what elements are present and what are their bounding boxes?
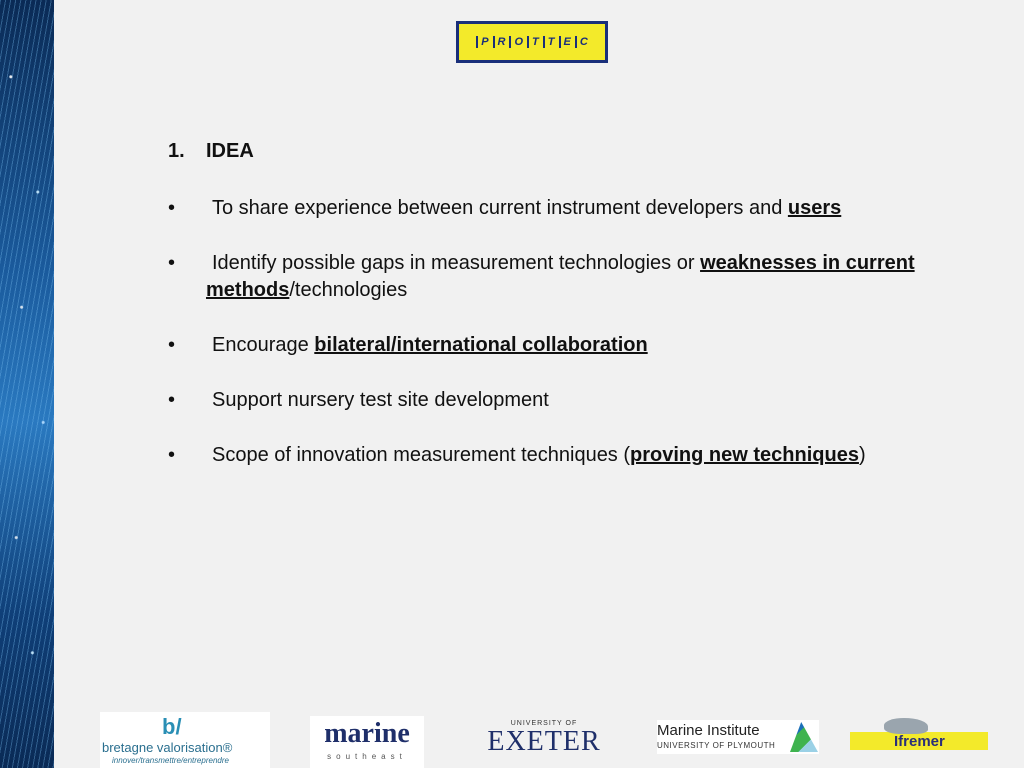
bv-tagline: innover/transmettre/entreprendre — [112, 756, 229, 765]
bullet-text: Encourage — [212, 334, 315, 356]
heading-number: 1. — [168, 140, 185, 162]
bullet-item — [168, 250, 968, 304]
slide-content — [168, 140, 968, 497]
bullet-item — [168, 195, 968, 222]
bullet-tail: ) — [858, 444, 866, 466]
bretagne-valorisation-logo — [100, 712, 270, 768]
ms-sub: southeast — [327, 752, 407, 761]
logo-letter: P — [476, 36, 488, 48]
logo-letter: O — [509, 36, 523, 48]
mi-name: Marine Institute — [657, 722, 760, 739]
exeter-uni: UNIVERSITY OF — [510, 720, 578, 727]
section-heading — [168, 140, 968, 163]
marine-southeast-logo — [310, 716, 424, 768]
bullet-emphasis: proving new techniques — [630, 444, 859, 466]
bullet-icon: • — [168, 389, 176, 411]
bullet-icon: • — [168, 197, 176, 219]
bullet-icon: • — [168, 444, 176, 466]
bullet-icon: • — [168, 334, 176, 356]
partner-logos — [0, 712, 1024, 768]
bullet-item — [168, 332, 968, 359]
decorative-fiber-optic-strip — [0, 0, 54, 768]
ifremer-logo — [850, 732, 988, 750]
bullet-emphasis: bilateral/international collaboration — [314, 334, 648, 356]
bullet-tail: /technologies — [289, 279, 408, 301]
ifremer-name: Ifremer — [894, 733, 945, 750]
wave-icon — [790, 722, 818, 752]
bullet-item — [168, 442, 968, 469]
marine-institute-logo — [657, 720, 819, 754]
logo-letter: C — [575, 36, 588, 48]
logo-letter: E — [559, 36, 571, 48]
bullet-icon: • — [168, 252, 176, 274]
bullet-item — [168, 387, 968, 414]
exeter-logo — [487, 720, 601, 768]
bullet-emphasis: weaknesses in current methods — [206, 252, 915, 301]
bullet-text: Scope of innovation measurement techniques ( — [212, 444, 631, 466]
exeter-name: EXETER — [487, 726, 601, 757]
prottec-logo — [456, 21, 608, 63]
ms-name: marine — [324, 718, 410, 749]
heading-text: IDEA — [206, 140, 254, 162]
bullet-text: Support nursery test site development — [212, 389, 549, 411]
dolphin-icon — [884, 718, 928, 734]
bullet-text: To share experience between current instrument developers and — [212, 197, 788, 219]
logo-letter: T — [543, 36, 555, 48]
logo-letter: T — [527, 36, 539, 48]
bv-mark: b/ — [162, 714, 182, 739]
bullet-emphasis: users — [787, 197, 842, 219]
mi-sub: UNIVERSITY OF PLYMOUTH — [657, 741, 776, 750]
bullet-text: Identify possible gaps in measurement technologies or — [212, 252, 701, 274]
logo-letter: R — [493, 36, 506, 48]
bv-name: bretagne valorisation® — [102, 740, 233, 755]
